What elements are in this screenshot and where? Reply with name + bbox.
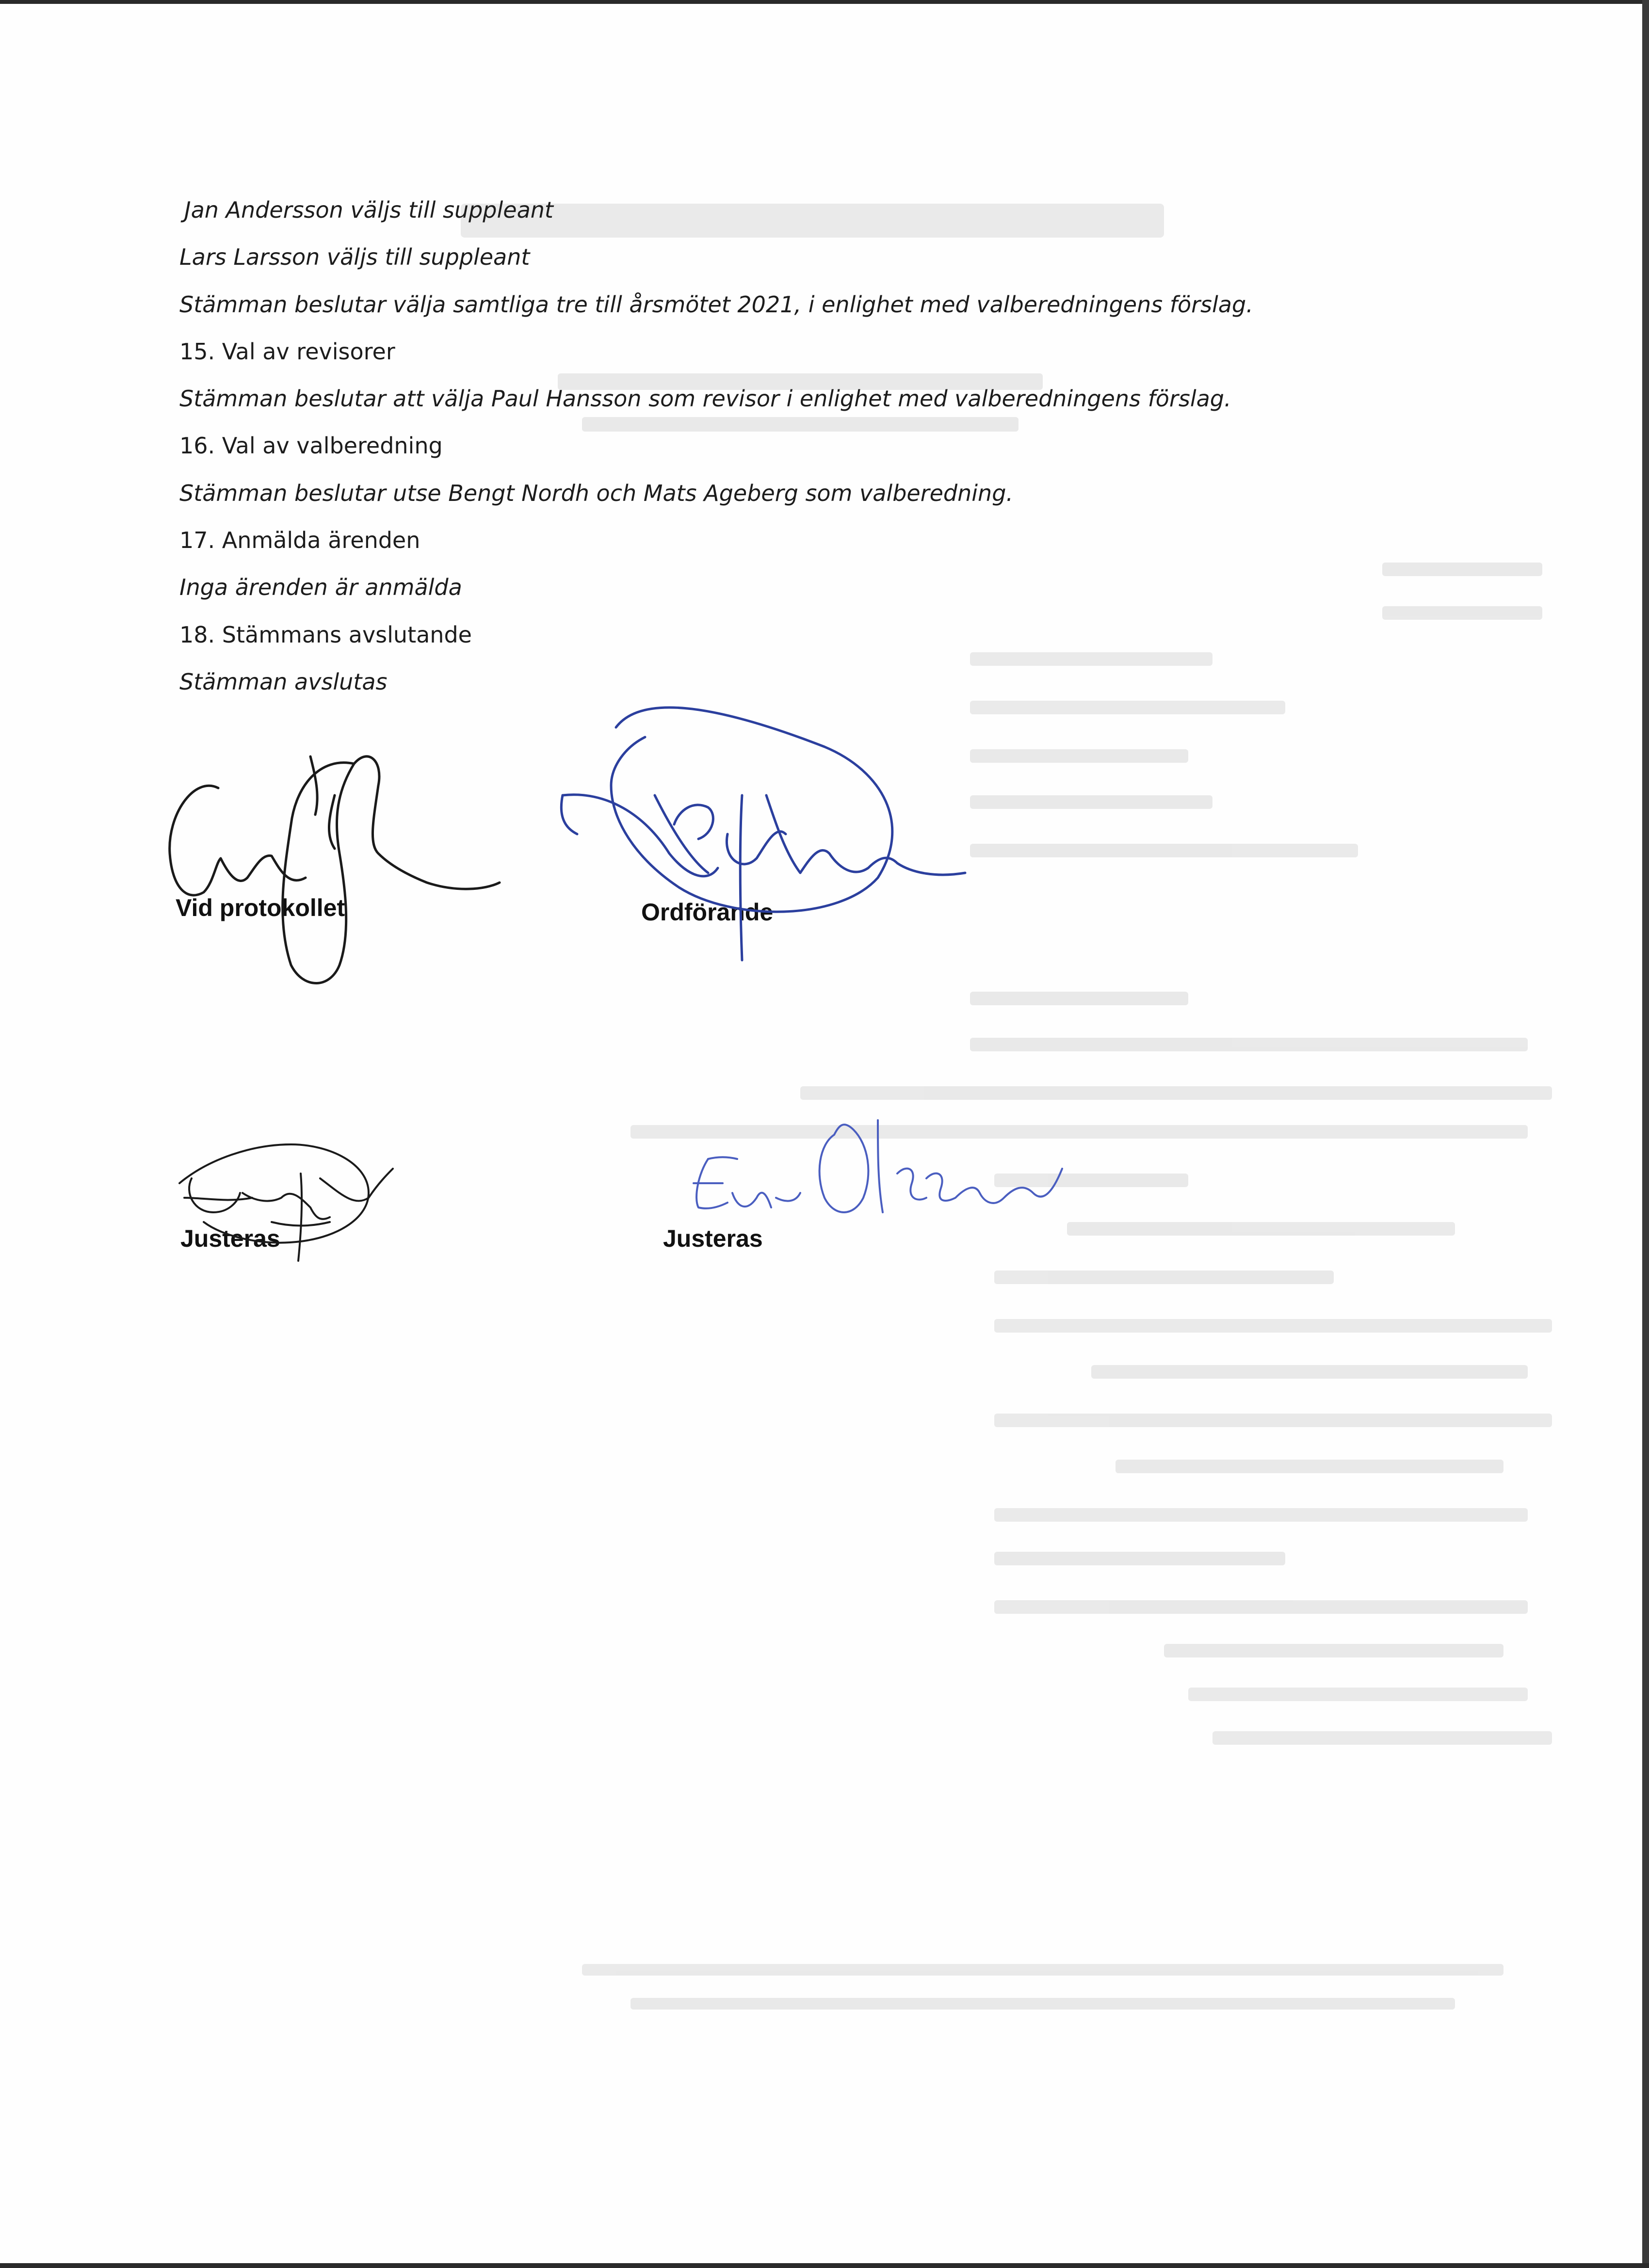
agenda-item-17: 17. Anmälda ärenden (179, 527, 420, 554)
minutes-line-board-decision: Stämman beslutar välja samtliga tre till årsmötet 2021, i enlighet med valberedningens förslag. (179, 291, 1253, 318)
minutes-line-alternate-1: Jan Andersson väljs till suppleant (184, 197, 553, 223)
adjuster-1-label: Justeras (180, 1225, 280, 1252)
minutes-line-nomination-decision: Stämman beslutar utse Bengt Nordh och Mats Ageberg som valberedning. (179, 480, 1014, 506)
chair-label: Ordförande (641, 899, 774, 926)
agenda-item-16: 16. Val av valberedning (179, 433, 443, 459)
minutes-line-no-matters: Inga ärenden är anmälda (179, 574, 462, 601)
agenda-item-18: 18. Stämmans avslutande (179, 621, 472, 648)
minutes-line-auditor-decision: Stämman beslutar att välja Paul Hansson som revisor i enlighet med valberedningens förslag. (179, 386, 1231, 412)
minutes-text (179, 187, 1537, 706)
secretary-label: Vid protokollet (176, 894, 345, 921)
minutes-line-alternate-2: Lars Larsson väljs till suppleant (179, 244, 530, 271)
adjuster-2-label: Justeras (663, 1225, 763, 1252)
agenda-item-15: 15. Val av revisorer (179, 338, 395, 365)
minutes-line-closing: Stämman avslutas (179, 668, 388, 695)
